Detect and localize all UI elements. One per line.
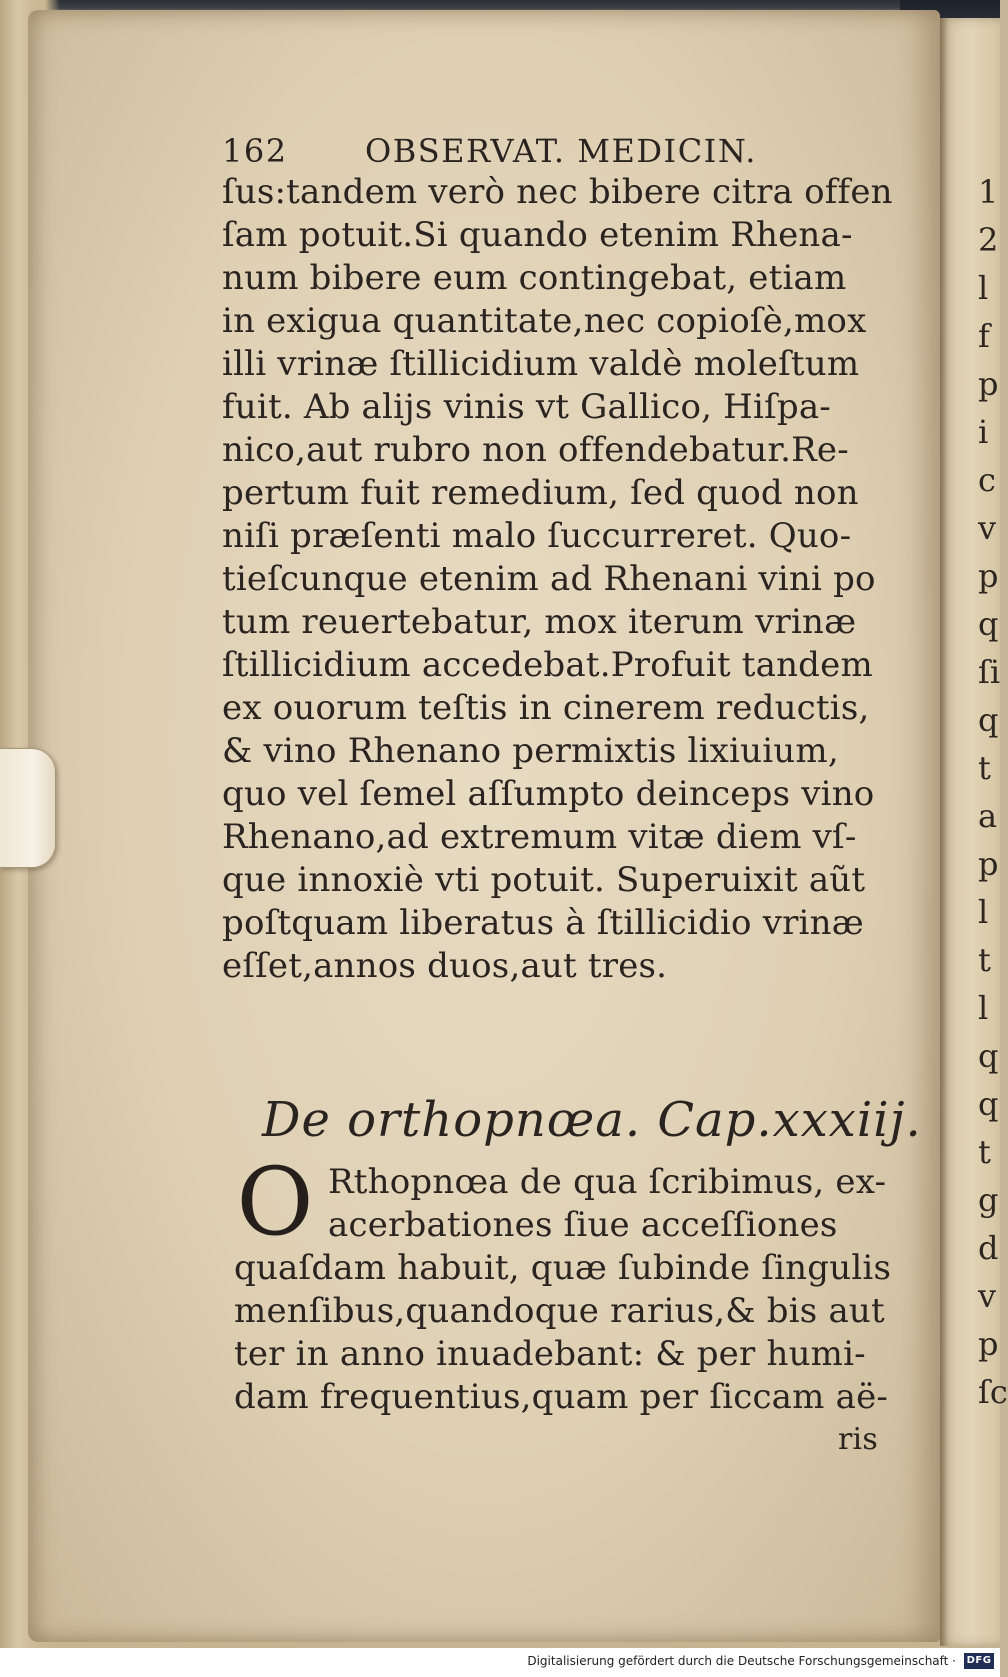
edge-letter: t (978, 941, 991, 979)
edge-letter: p (978, 557, 999, 595)
footer-credit: Digitalisierung gefördert durch die Deutsche Forschungsgemeinschaft · (527, 1654, 956, 1668)
edge-letter: ſc (978, 1373, 1008, 1411)
text-line: acerbationes ſiue acceſſiones (328, 1205, 838, 1245)
digitization-footer (0, 1648, 1000, 1677)
edge-letter: i (978, 413, 989, 451)
edge-letter: t (978, 1133, 991, 1171)
dfg-logo: DFG (964, 1653, 994, 1669)
edge-letter: 2 (978, 221, 999, 259)
edge-letter: q (978, 605, 999, 643)
text-line: poſtquam liberatus à ſtillicidio vrinæ (222, 903, 864, 943)
edge-letter: v (978, 509, 997, 547)
edge-letter: p (978, 365, 999, 403)
edge-letter: g (978, 1181, 999, 1219)
edge-letter: q (978, 1037, 999, 1075)
text-line: tieſcunque etenim ad Rhenani vini po (222, 559, 876, 599)
text-line: ex ouorum teſtis in cinerem reductis, (222, 688, 870, 728)
edge-letter: q (978, 701, 999, 739)
text-line: niſi præſenti malo ſuccurreret. Quo- (222, 516, 852, 556)
text-line: eſſet,annos duos,aut tres. (222, 946, 668, 986)
text-line: num bibere eum contingebat, etiam (222, 258, 847, 298)
decorated-initial: O (236, 1148, 314, 1257)
edge-letter: q (978, 1085, 999, 1123)
text-line: fuit. Ab alijs vinis vt Gallico, Hiſpa- (222, 387, 831, 427)
page-number: 162 (222, 132, 288, 170)
text-line: ſam potuit.Si quando etenim Rhena- (222, 215, 853, 255)
text-line: Rhenano,ad extremum vitæ diem vſ- (222, 817, 857, 857)
edge-letter: f (978, 317, 990, 355)
text-line: ris (838, 1422, 878, 1457)
text-line: quaſdam habuit, quæ ſubinde ſingulis (234, 1248, 892, 1288)
text-line: ſus:tandem verò nec bibere citra offen (222, 172, 893, 212)
edge-letter: v (978, 1277, 997, 1315)
edge-letter: a (978, 797, 998, 835)
text-line: in exigua quantitate,nec copioſè,mox (222, 301, 867, 341)
text-line: quo vel ſemel aſſumpto deinceps vino (222, 774, 875, 814)
text-line: menſibus,quandoque rarius,& bis aut (234, 1291, 885, 1331)
edge-letter: t (978, 749, 991, 787)
chapter-heading: De orthopnœa. Cap.xxxiij. (262, 1092, 922, 1148)
edge-letter: p (978, 845, 999, 883)
edge-letter: d (978, 1229, 999, 1267)
running-title: OBSERVAT. MEDICIN. (365, 132, 757, 170)
edge-letter: l (978, 269, 989, 307)
text-line: tum reuertebatur, mox iterum vrinæ (222, 602, 857, 642)
text-line: illi vrinæ ſtillicidium valdè moleſtum (222, 344, 860, 384)
text-line: ter in anno inuadebant: & per humi- (234, 1334, 866, 1374)
text-line: pertum fuit remedium, ſed quod non (222, 473, 859, 513)
text-line: dam frequentius,quam per ſiccam aë- (234, 1377, 889, 1417)
text-line: nico,aut rubro non offendebatur.Re- (222, 430, 849, 470)
edge-letter: l (978, 989, 989, 1027)
text-line: Rthopnœa de qua ſcribimus, ex- (328, 1162, 887, 1202)
edge-letter: ſi (978, 653, 1001, 691)
edge-letter: p (978, 1325, 999, 1363)
edge-letter: l (978, 893, 989, 931)
text-line: & vino Rhenano permixtis lixiuium, (222, 731, 839, 771)
edge-letter: c (978, 461, 996, 499)
text-line: que innoxiè vti potuit. Superuixit aũt (222, 860, 866, 900)
text-line: ſtillicidium accedebat.Profuit tandem (222, 645, 873, 685)
edge-letter: 1 (978, 173, 999, 211)
